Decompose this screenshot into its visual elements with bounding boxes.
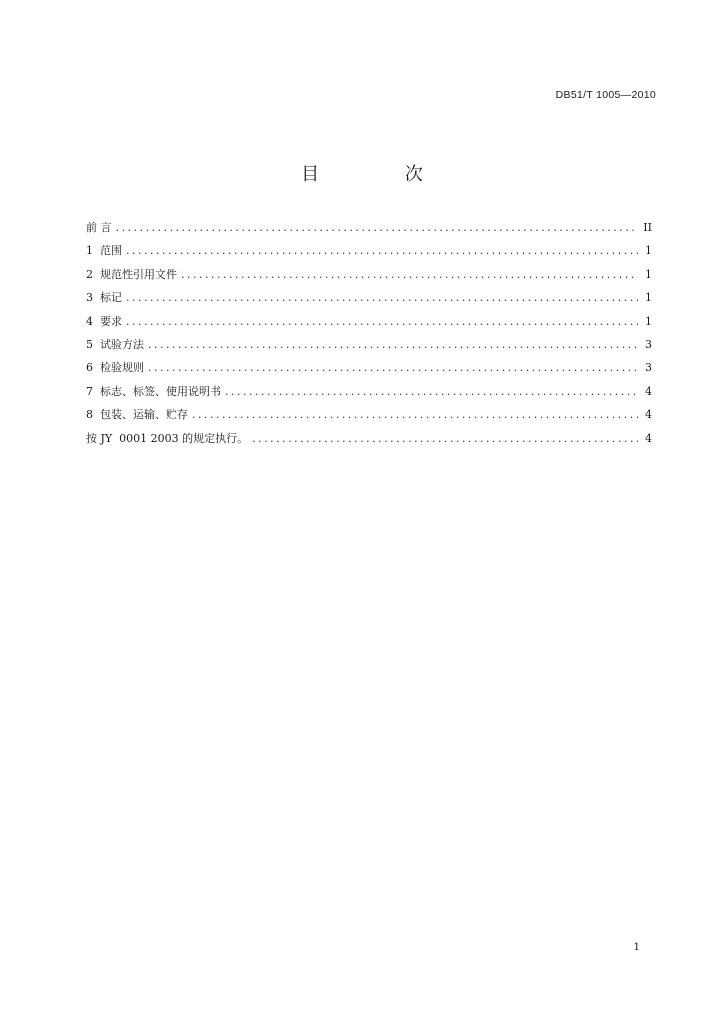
toc-entry-page: 4: [645, 384, 652, 398]
document-code: DB51/T 1005—2010: [555, 89, 656, 101]
toc-entry-foreword[interactable]: [86, 219, 652, 242]
toc-entry-inspection-rules[interactable]: [86, 359, 652, 382]
toc-entry-page: 4: [645, 408, 652, 422]
toc-leader-dots: [181, 268, 638, 281]
toc-entry-page: 1: [645, 314, 652, 328]
toc-entry-page: 1: [645, 244, 652, 258]
toc-entry-marking-labels-instructions[interactable]: [86, 383, 652, 406]
toc-entry-page: 1: [645, 267, 652, 281]
toc-leader-dots: [126, 244, 638, 257]
toc-leader-dots: [192, 408, 638, 421]
toc-entry-normative-references[interactable]: [86, 266, 652, 289]
toc-entry-requirements[interactable]: [86, 313, 652, 336]
page-number: 1: [633, 941, 640, 953]
toc-entry-page: 1: [645, 291, 652, 305]
toc-entry-label: 8 包装、运输、贮存: [86, 408, 188, 422]
toc-entry-label: 5 试验方法: [86, 337, 144, 351]
toc-entry-page: 3: [645, 337, 652, 351]
toc-entry-label: 按 JY 0001 2003 的规定执行。: [86, 431, 249, 445]
toc-entry-label: 7 标志、标签、使用说明书: [86, 384, 221, 398]
toc-entry-packaging-transport-storage[interactable]: [86, 406, 652, 429]
toc-entry-label: 2 规范性引用文件: [86, 267, 177, 281]
page-title: 目 次: [301, 164, 463, 185]
toc-leader-dots: [225, 385, 638, 398]
toc-entry-scope[interactable]: [86, 242, 652, 265]
toc-entry-page: II: [643, 221, 652, 234]
toc-entry-test-methods[interactable]: [86, 336, 652, 359]
toc-leader-dots: [116, 221, 639, 234]
toc-entry-jy-standard[interactable]: [86, 430, 652, 453]
toc-leader-dots: [126, 315, 638, 328]
toc-entry-label: 1 范围: [86, 244, 122, 258]
toc-entry-label: 4 要求: [86, 314, 122, 328]
toc-entry-marking[interactable]: [86, 289, 652, 312]
toc-entry-label: 前 言: [86, 221, 112, 234]
toc-entry-label: 3 标记: [86, 291, 122, 305]
toc-leader-dots: [148, 338, 638, 351]
toc-leader-dots: [252, 432, 638, 445]
toc-entry-page: 4: [645, 431, 652, 445]
toc-leader-dots: [148, 361, 638, 374]
toc-leader-dots: [126, 291, 638, 304]
table-of-contents: [86, 219, 652, 453]
toc-entry-page: 3: [645, 361, 652, 375]
toc-entry-label: 6 检验规则: [86, 361, 144, 375]
